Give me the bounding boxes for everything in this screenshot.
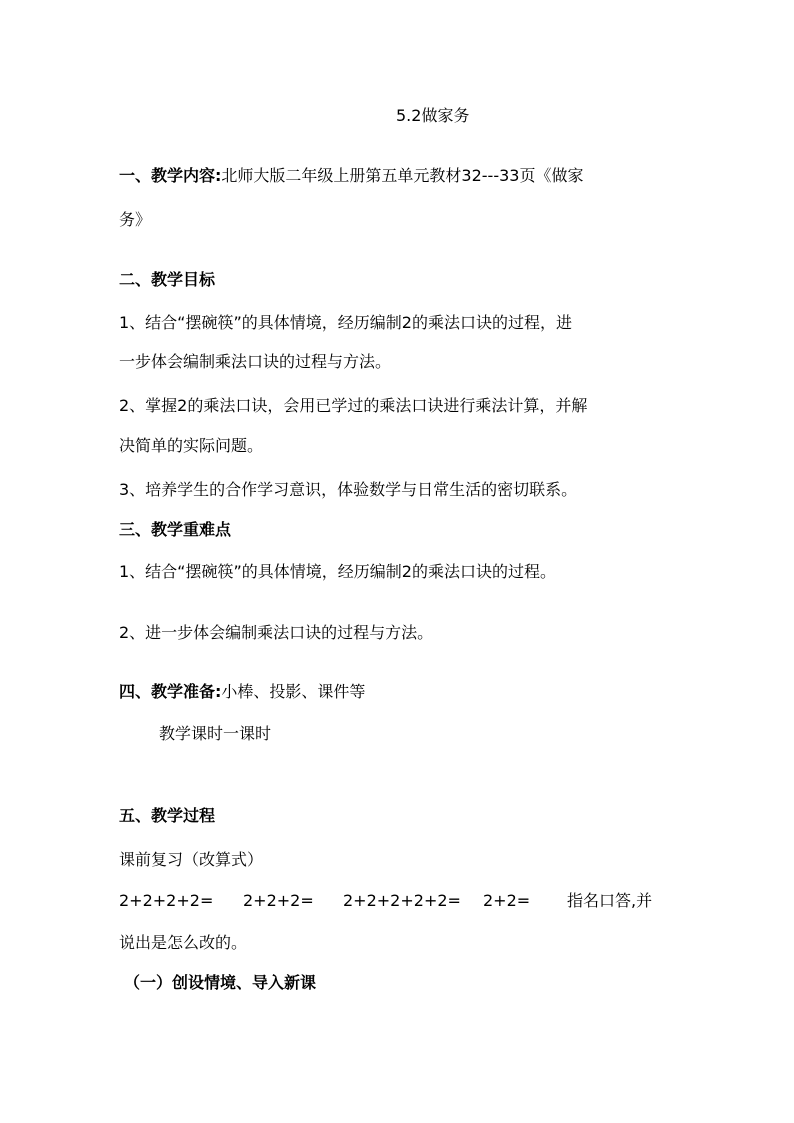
section2-item-line: 一步体会编制乘法口诀的过程与方法。 bbox=[119, 352, 392, 371]
section4-heading: 四、教学准备: bbox=[119, 682, 222, 701]
section2-item-line: 2、掌握2的乘法口诀，会用已学过的乘法口诀进行乘法计算，并解 bbox=[119, 396, 588, 415]
section1-text: 北师大版二年级上册第五单元教材32---33页《做家 bbox=[221, 166, 584, 185]
section5-heading: 五、教学过程 bbox=[119, 806, 216, 825]
section1-line2: 务》 bbox=[119, 210, 152, 229]
expression: 2+2+2+2+2= bbox=[343, 891, 461, 910]
section1-heading: 一、教学内容: bbox=[119, 166, 222, 185]
section2-item-line: 1、结合“摆碗筷”的具体情境，经历编制2的乘法口诀的过程，进 bbox=[119, 313, 572, 332]
section3-heading: 三、教学重难点 bbox=[119, 520, 232, 539]
section3-item-line: 2、进一步体会编制乘法口诀的过程与方法。 bbox=[119, 623, 434, 642]
section2-heading: 二、教学目标 bbox=[119, 270, 216, 289]
document-title: 5.2做家务 bbox=[396, 106, 470, 125]
expression-note: 指名口答,并 bbox=[567, 891, 653, 910]
expression-row bbox=[119, 891, 674, 911]
section2-item-line: 决简单的实际问题。 bbox=[119, 436, 264, 455]
subsection-heading: （一）创设情境、导入新课 bbox=[124, 973, 317, 992]
section1-line1 bbox=[119, 166, 674, 186]
review-label: 课前复习（改算式） bbox=[119, 850, 264, 869]
expression: 2+2= bbox=[483, 891, 531, 910]
expression: 2+2+2= bbox=[243, 891, 314, 910]
expression-note-line2: 说出是怎么改的。 bbox=[119, 933, 248, 952]
section4-text: 小棒、投影、课件等 bbox=[221, 682, 366, 701]
class-period: 教学课时一课时 bbox=[159, 724, 272, 743]
expression: 2+2+2+2= bbox=[119, 891, 214, 910]
section2-item-line: 3、培养学生的合作学习意识，体验数学与日常生活的密切联系。 bbox=[119, 480, 578, 499]
section3-item-line: 1、结合“摆碗筷”的具体情境，经历编制2的乘法口诀的过程。 bbox=[119, 562, 556, 581]
section4-line bbox=[119, 682, 674, 702]
